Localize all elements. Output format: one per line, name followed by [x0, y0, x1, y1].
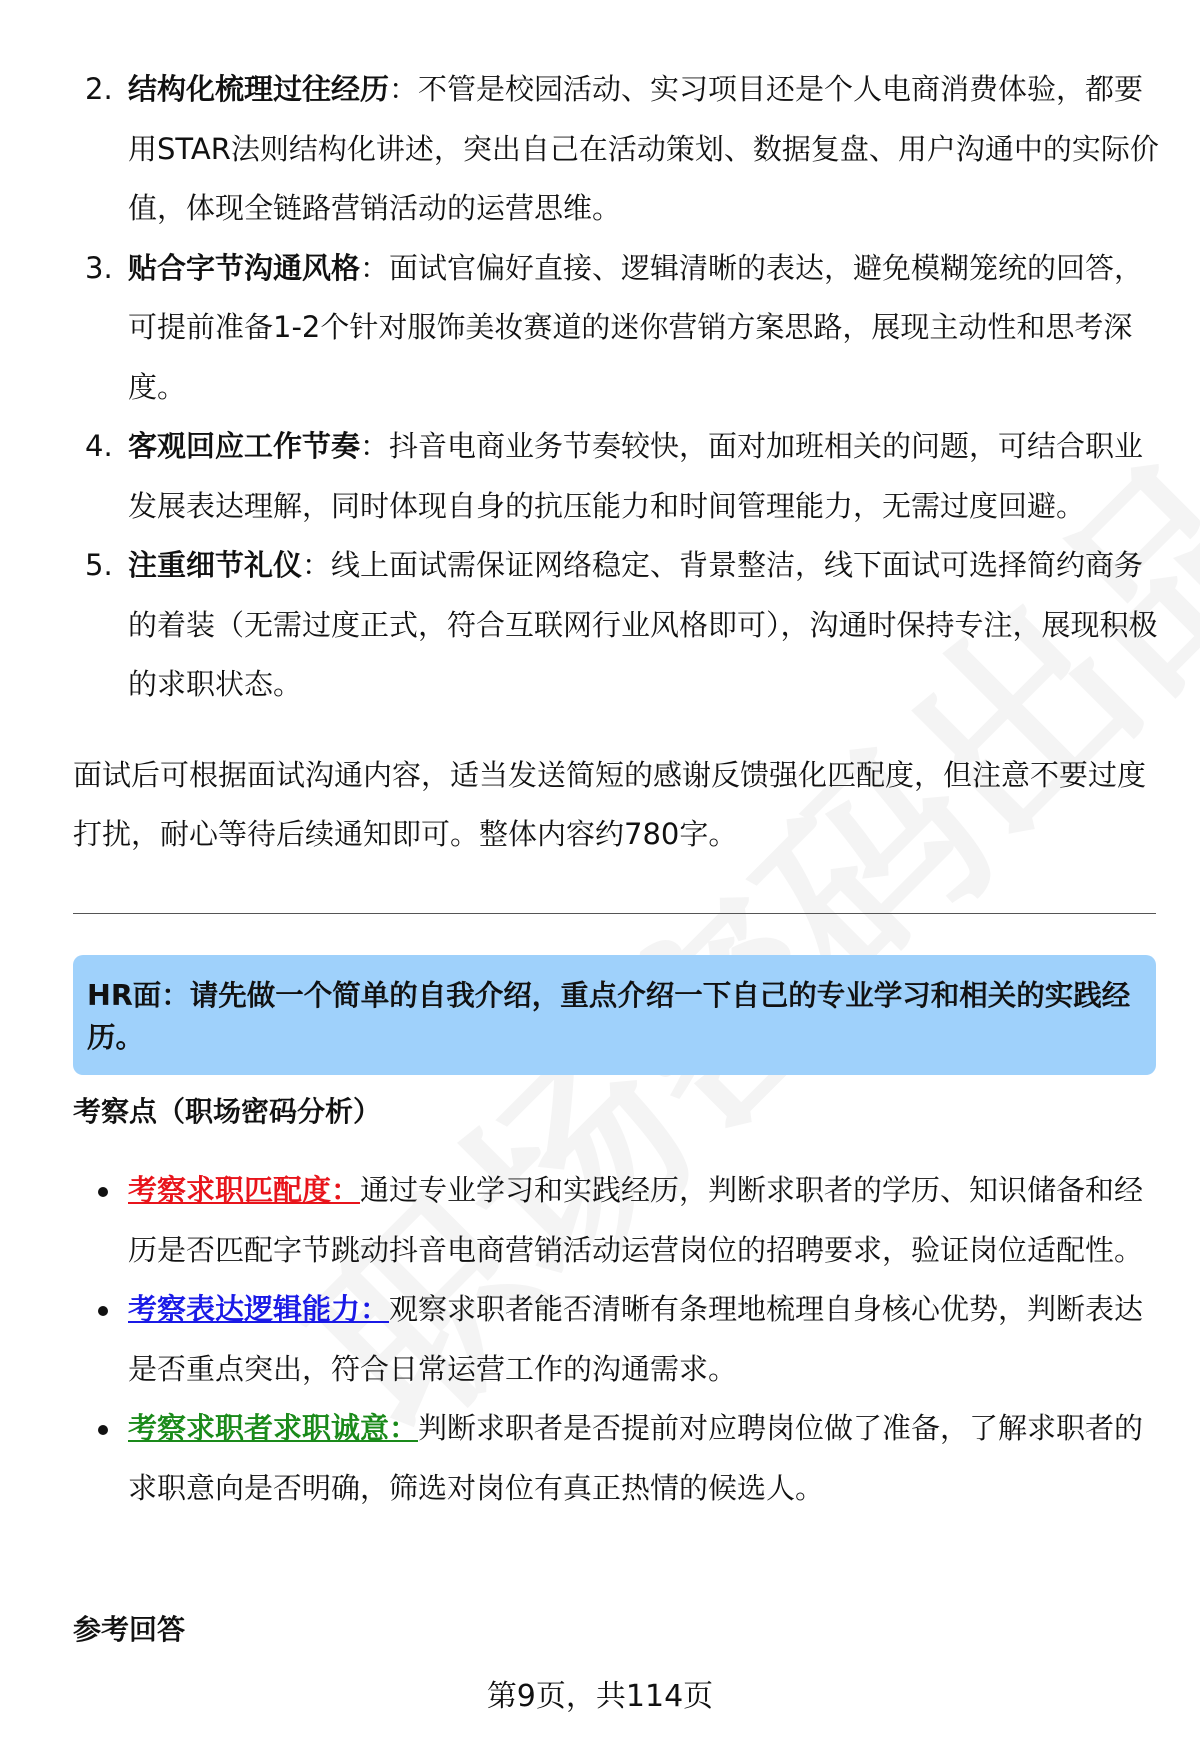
tip-title: 贴合字节沟通风格 — [128, 250, 361, 285]
tip-item — [73, 417, 1160, 536]
tip-title: 注重细节礼仪 — [128, 548, 303, 582]
tip-text: ：面试官偏好直接、逻辑清晰的表达，避免模糊笼统的回答，可提前准备1-2个针对服饰美妆赛道的迷你营销方案思路，展现主动性和思考深度。 — [128, 250, 1144, 404]
divider — [73, 913, 1156, 914]
closing-paragraph: 面试后可根据面试沟通内容，适当发送简短的感谢反馈强化匹配度，但注意不要过度打扰，耐心等待后续通知即可。整体内容约780字。 — [73, 758, 1147, 851]
point-label: 考察求职者求职诚意： — [128, 1411, 419, 1445]
tip-number: 4. — [85, 429, 113, 463]
tip-text: ：抖音电商业务节奏较快，面对加班相关的问题，可结合职业发展表达理解，同时体现自身的抗压能力和时间管理能力，无需过度回避。 — [128, 429, 1144, 523]
bullet-icon — [98, 1306, 108, 1316]
bullet-icon — [98, 1425, 108, 1435]
tip-number: 5. — [85, 548, 113, 582]
page-footer: 第9页，共114页 — [486, 1679, 714, 1714]
question-box — [73, 955, 1156, 1075]
bullet-icon — [98, 1187, 108, 1197]
tip-number: 3. — [85, 250, 113, 285]
point-label: 考察求职匹配度： — [128, 1173, 361, 1207]
point-item — [73, 1161, 1160, 1280]
question-text: HR面：请先做一个简单的自我介绍，重点介绍一下自己的专业学习和相关的实践经历。 — [87, 979, 1131, 1054]
tips-list — [73, 60, 1160, 715]
tip-title: 结构化梳理过往经历 — [128, 72, 390, 106]
point-text: 通过专业学习和实践经历，判断求职者的学历、知识储备和经历是否匹配字节跳动抖音电商营销活动运营岗位的招聘要求，验证岗位适配性。 — [128, 1173, 1144, 1267]
tip-text: ：线上面试需保证网络稳定、背景整洁，线下面试可选择简约商务的着装（无需过度正式，符合互联网行业风格即可），沟通时保持专注，展现积极的求职状态。 — [128, 548, 1158, 701]
analysis-heading: 考察点（职场密码分析） — [73, 1095, 382, 1128]
analysis-points — [73, 1161, 1160, 1518]
tip-item — [73, 239, 1160, 418]
tip-item — [73, 536, 1160, 715]
answer-heading: 参考回答 — [73, 1613, 186, 1646]
point-label: 考察表达逻辑能力： — [128, 1292, 390, 1326]
point-text: 观察求职者能否清晰有条理地梳理自身核心优势，判断表达是否重点突出，符合日常运营工作的沟通需求。 — [128, 1292, 1144, 1386]
tip-text: ：不管是校园活动、实习项目还是个人电商消费体验，都要用STAR法则结构化讲述，突出自己在活动策划、数据复盘、用户沟通中的实际价值，体现全链路营销活动的运营思维。 — [128, 72, 1159, 225]
point-item — [73, 1399, 1160, 1518]
tip-item — [73, 60, 1160, 239]
tip-title: 客观回应工作节奏 — [128, 429, 361, 463]
tip-number: 2. — [85, 72, 113, 106]
point-item — [73, 1280, 1160, 1399]
point-text: 判断求职者是否提前对应聘岗位做了准备，了解求职者的求职意向是否明确，筛选对岗位有真正热情的候选人。 — [128, 1411, 1144, 1505]
